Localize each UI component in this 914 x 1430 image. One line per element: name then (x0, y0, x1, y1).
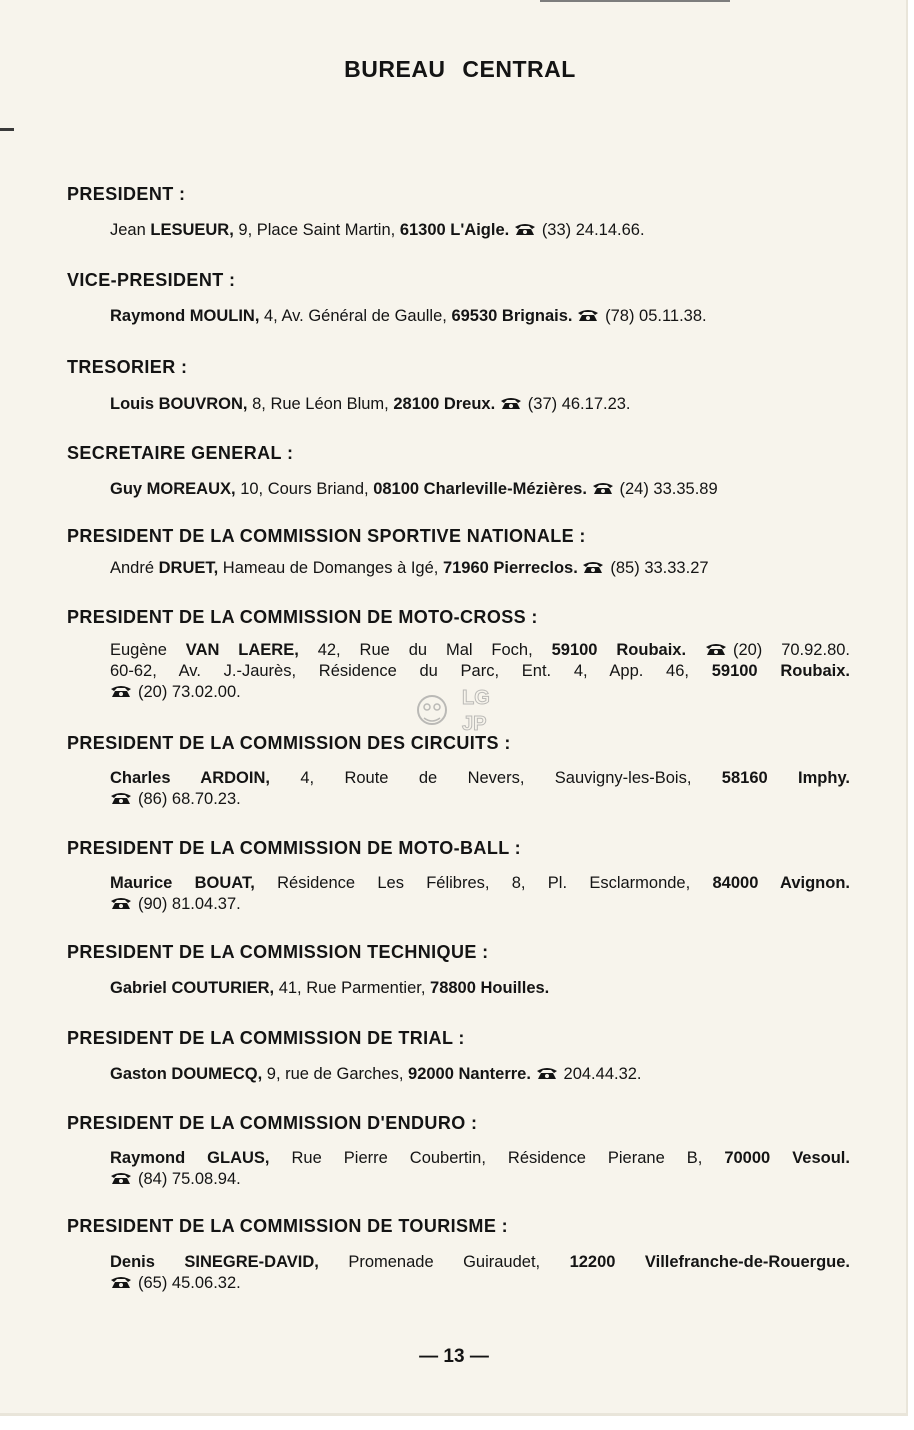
entry-text-bold: 59100 Roubaix. (551, 641, 687, 659)
watermark-logo (410, 680, 506, 744)
telephone-icon (110, 684, 132, 698)
entry-line (110, 1252, 850, 1273)
entry-line (110, 978, 850, 999)
entry-text: André (110, 559, 159, 577)
section-heading: PRESIDENT DE LA COMMISSION DE TRIAL : (67, 1028, 465, 1048)
section-heading: PRESIDENT DE LA COMMISSION SPORTIVE NATIONALE : (67, 526, 586, 546)
entry-text: 10, Cours Briand, (235, 480, 374, 498)
entry-line (110, 873, 850, 894)
entry-text: (78) 05.11.38. (605, 307, 707, 325)
entry-text-bold: Maurice BOUAT, (110, 874, 255, 892)
entry-text-bold: VAN LAERE, (185, 641, 299, 659)
entry-text: 42, Rue du Mal Foch, (298, 641, 552, 659)
telephone-icon (592, 481, 614, 495)
contact-entry (110, 479, 850, 500)
watermark-line-1: LG (462, 687, 490, 709)
telephone-icon (110, 791, 132, 805)
entry-text-bold: 70000 Vesoul. (724, 1149, 850, 1167)
telephone-icon (110, 1275, 132, 1289)
entry-line (110, 394, 850, 415)
contact-entry (110, 1148, 850, 1190)
entry-text: 60-62, Av. J.-Jaurès, Résidence du Parc, Ent. 4, App. 46, (110, 662, 712, 680)
entry-text-bold: Louis BOUVRON, (110, 395, 248, 413)
entry-text-bold: Guy MOREAUX, (110, 480, 236, 498)
entry-text-bold: 28100 Dreux. (393, 395, 496, 413)
entry-text-bold: Raymond GLAUS, (110, 1149, 270, 1167)
telephone-icon (514, 222, 536, 236)
entry-text: Eugène (110, 641, 186, 659)
entry-text: (90) 81.04.37. (138, 895, 241, 913)
telephone-icon (110, 1171, 132, 1185)
section-heading: VICE-PRESIDENT : (67, 270, 236, 290)
entry-text-bold: Gabriel COUTURIER, (110, 979, 275, 997)
entry-text: Résidence Les Félibres, 8, Pl. Esclarmonde, (254, 874, 713, 892)
entry-text: 4, Av. Général de Gaulle, (259, 307, 452, 325)
entry-line (110, 789, 850, 810)
section-heading: PRESIDENT DE LA COMMISSION DES CIRCUITS : (67, 733, 511, 753)
entry-text: (86) 68.70.23. (138, 790, 241, 808)
telephone-icon (500, 396, 522, 410)
entry-text: 8, Rue Léon Blum, (247, 395, 394, 413)
entry-text-bold: 08100 Charleville-Mézières. (373, 480, 587, 498)
entry-text-bold: 69530 Brignais. (451, 307, 573, 325)
entry-line (110, 1169, 850, 1190)
entry-text-bold: 92000 Nanterre. (408, 1065, 531, 1083)
section-heading: PRESIDENT DE LA COMMISSION DE MOTO-BALL : (67, 838, 522, 858)
entry-text: (33) 24.14.66. (541, 221, 645, 239)
section-heading: PRESIDENT DE LA COMMISSION DE MOTO-CROSS : (67, 607, 538, 627)
entry-text (686, 641, 705, 659)
entry-text: (84) 75.08.94. (138, 1170, 241, 1188)
section-heading: TRESORIER : (67, 357, 188, 377)
entry-text-bold: 78800 Houilles. (430, 979, 550, 997)
telephone-icon (536, 1066, 558, 1080)
entry-text-bold: 84000 Avignon. (712, 874, 850, 892)
section-heading: PRESIDENT DE LA COMMISSION DE TOURISME : (67, 1216, 509, 1236)
entry-text-bold: Raymond MOULIN, (110, 307, 260, 325)
entry-text: 41, Rue Parmentier, (274, 979, 431, 997)
entry-text: Rue Pierre Coubertin, Résidence Pierane B, (269, 1149, 725, 1167)
section-heading: PRESIDENT DE LA COMMISSION D'ENDURO : (67, 1113, 478, 1133)
entry-line (110, 558, 850, 579)
contact-entry (110, 558, 850, 579)
contact-entry (110, 1064, 850, 1085)
entry-line (110, 479, 850, 500)
entry-text: (37) 46.17.23. (527, 395, 631, 413)
telephone-icon (582, 560, 604, 574)
entry-text: (20) 70.92.80. (732, 641, 851, 659)
entry-text-bold: Charles ARDOIN, (110, 769, 270, 787)
entry-text-bold: 12200 Villefranche-de-Rouergue. (569, 1253, 850, 1271)
entry-text: 204.44.32. (563, 1065, 642, 1083)
scan-edge-line (540, 0, 730, 2)
entry-line (110, 306, 850, 327)
watermark-line-2: JP (462, 713, 487, 735)
entry-text-bold: DRUET, (158, 559, 219, 577)
entry-text: 9, rue de Garches, (262, 1065, 409, 1083)
entry-line (110, 1148, 850, 1169)
entry-line (110, 1064, 850, 1085)
entry-text: (20) 73.02.00. (138, 683, 241, 701)
section-heading: SECRETAIRE GENERAL : (67, 443, 294, 463)
entry-text-bold: 58160 Imphy. (721, 769, 850, 787)
entry-text: 4, Route de Nevers, Sauvigny-les-Bois, (269, 769, 722, 787)
entry-line (110, 640, 850, 661)
contact-entry (110, 306, 850, 327)
entry-line (110, 220, 850, 241)
page-title: BUREAU CENTRAL (344, 56, 576, 82)
entry-text: (85) 33.33.27 (610, 559, 709, 577)
entry-text: Promenade Guiraudet, (318, 1253, 570, 1271)
entry-text-bold: Denis SINEGRE-DAVID, (110, 1253, 319, 1271)
contact-entry (110, 768, 850, 810)
scan-margin-mark (0, 128, 14, 131)
contact-entry (110, 978, 850, 999)
contact-entry (110, 873, 850, 915)
entry-text: Hameau de Domanges à Igé, (218, 559, 443, 577)
entry-text: 9, Place Saint Martin, (233, 221, 400, 239)
entry-line (110, 768, 850, 789)
entry-text: (24) 33.35.89 (619, 480, 718, 498)
telephone-icon (110, 896, 132, 910)
entry-line (110, 894, 850, 915)
entry-text-bold: 59100 Roubaix. (711, 662, 850, 680)
telephone-icon (705, 642, 727, 656)
contact-entry (110, 1252, 850, 1294)
telephone-icon (577, 308, 599, 322)
contact-entry (110, 394, 850, 415)
entry-text-bold: Gaston DOUMECQ, (110, 1065, 263, 1083)
page-number: — 13 — (419, 1346, 489, 1367)
section-heading: PRESIDENT DE LA COMMISSION TECHNIQUE : (67, 942, 489, 962)
entry-line (110, 661, 850, 682)
section-heading: PRESIDENT : (67, 184, 186, 204)
entry-text-bold: 71960 Pierreclos. (442, 559, 578, 577)
contact-entry (110, 220, 850, 241)
entry-text: Jean (110, 221, 151, 239)
entry-text: (65) 45.06.32. (138, 1274, 241, 1292)
entry-text-bold: LESUEUR, (150, 221, 234, 239)
entry-line (110, 1273, 850, 1294)
entry-text-bold: 61300 L'Aigle. (399, 221, 510, 239)
